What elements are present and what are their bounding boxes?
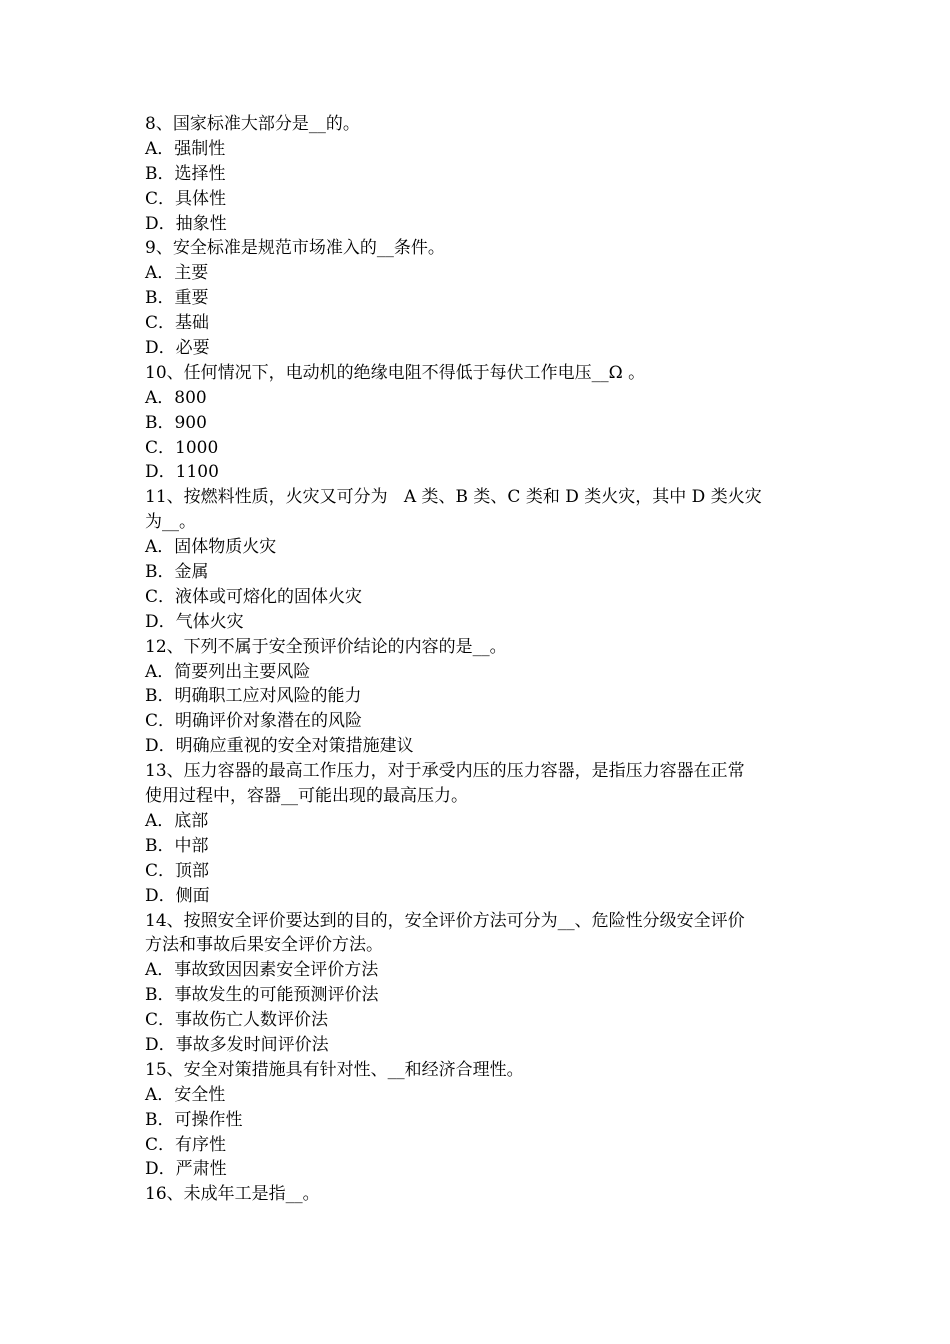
option-b: B．明确职工应对风险的能力 — [145, 686, 362, 707]
option-b: B．900 — [145, 412, 207, 433]
option-b: B．选择性 — [145, 163, 226, 184]
option-c: C．液体或可熔化的固体火灾 — [145, 586, 363, 607]
option-d: D．严肃性 — [145, 1159, 227, 1180]
question-13-line-2: 使用过程中，容器__可能出现的最高压力。 — [145, 786, 468, 807]
option-b: B．事故发生的可能预测评价法 — [145, 985, 379, 1006]
question-14-line-2: 方法和事故后果安全评价方法。 — [145, 935, 383, 956]
question-12: 12、下列不属于安全预评价结论的内容的是__。 — [145, 636, 507, 657]
option-c: C．明确评价对象潜在的风险 — [145, 711, 363, 732]
option-d: D．抽象性 — [145, 213, 227, 234]
option-d: D．事故多发时间评价法 — [145, 1034, 329, 1055]
question-9: 9、安全标准是规范市场准入的__条件。 — [145, 238, 445, 259]
option-a: A．强制性 — [145, 138, 226, 159]
option-a: A．底部 — [145, 810, 209, 831]
option-b: B．金属 — [145, 562, 209, 583]
option-a: A．主要 — [145, 263, 209, 284]
option-c: C．基础 — [145, 313, 210, 334]
option-a: A．固体物质火灾 — [145, 537, 277, 558]
option-c: C．有序性 — [145, 1134, 227, 1155]
option-a: A．简要列出主要风险 — [145, 661, 311, 682]
question-14-line-1: 14、按照安全评价要达到的目的，安全评价方法可分为__、危险性分级安全评价 — [145, 910, 745, 931]
option-d: D．气体火灾 — [145, 611, 244, 632]
option-c: C．事故伤亡人数评价法 — [145, 1010, 329, 1031]
question-16: 16、未成年工是指__。 — [145, 1184, 320, 1205]
option-d: D．1100 — [145, 462, 219, 483]
question-13-line-1: 13、压力容器的最高工作压力，对于承受内压的压力容器，是指压力容器在正常 — [145, 761, 745, 782]
question-11-line-1: 11、按燃料性质，火灾又可分为 A 类、B 类、C 类和 D 类火灾，其中 D 类火灾 — [145, 487, 762, 508]
option-a: A．事故致因因素安全评价方法 — [145, 960, 379, 981]
option-b: B．可操作性 — [145, 1109, 243, 1130]
option-d: D．侧面 — [145, 885, 210, 906]
question-10: 10、任何情况下，电动机的绝缘电阻不得低于每伏工作电压__Ω 。 — [145, 362, 646, 383]
option-c: C．具体性 — [145, 188, 227, 209]
question-11-line-2: 为__。 — [145, 512, 196, 533]
option-c: C．1000 — [145, 437, 219, 458]
option-a: A．800 — [145, 387, 207, 408]
option-d: D．明确应重视的安全对策措施建议 — [145, 736, 414, 757]
option-d: D．必要 — [145, 338, 210, 359]
option-b: B．中部 — [145, 835, 209, 856]
question-15: 15、安全对策措施具有针对性、__和经济合理性。 — [145, 1059, 524, 1080]
option-b: B．重要 — [145, 288, 209, 309]
question-8: 8、国家标准大部分是__的。 — [145, 114, 360, 134]
option-c: C．顶部 — [145, 860, 210, 881]
document-page — [145, 112, 810, 1207]
option-a: A．安全性 — [145, 1084, 226, 1105]
